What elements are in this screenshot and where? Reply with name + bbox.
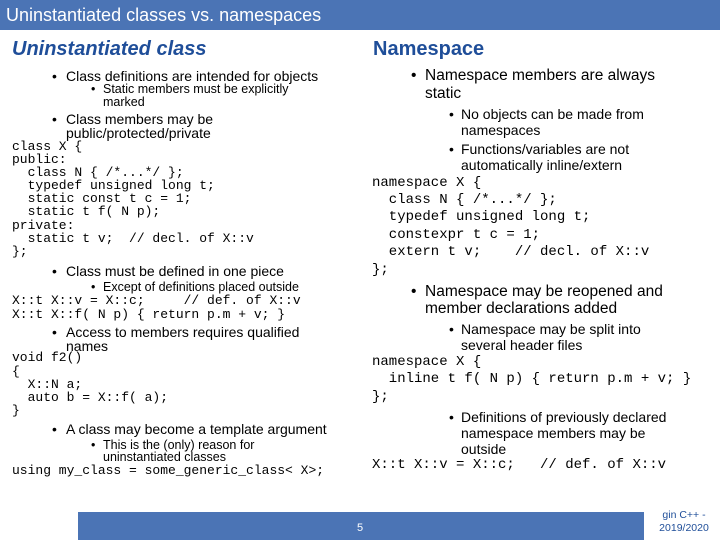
right-code-8: inline t f( N p) { return p.m + v; }	[372, 371, 692, 387]
left-code-11: X::t X::f( N p) { return p.m + v; }	[12, 307, 286, 322]
left-code-13: {	[12, 364, 20, 379]
left-subbullet-2: • Except of definitions placed outside	[103, 281, 299, 294]
left-code-5: static const t c = 1;	[12, 191, 192, 206]
left-code-2: public:	[12, 152, 67, 167]
left-code-1: class X {	[12, 139, 83, 154]
right-code-1: namespace X {	[372, 175, 482, 191]
right-code-7: namespace X {	[372, 354, 482, 370]
footer-course-line1: gin C++ -	[662, 509, 706, 521]
left-code-12: void f2()	[12, 350, 83, 365]
left-subbullet-3-cont: uninstantiated classes	[103, 450, 226, 464]
right-subbullet-4-cont1: namespace members may be	[461, 425, 646, 441]
left-subbullet-3: • This is the (only) reason for	[103, 439, 254, 452]
left-heading: Uninstantiated class	[12, 38, 207, 60]
right-code-3: typedef unsigned long t;	[372, 209, 591, 225]
left-code-9: };	[12, 244, 28, 259]
left-code-15: auto b = X::f( a);	[12, 390, 169, 405]
left-bullet-3: • Class must be defined in one piece	[66, 263, 284, 279]
left-code-7: private:	[12, 218, 75, 233]
left-bullet-2-cont: public/protected/private	[66, 125, 211, 141]
left-code-6: static t f( N p);	[12, 204, 161, 219]
page-number: 5	[357, 522, 364, 534]
left-bullet-1: • Class definitions are intended for objects	[66, 68, 318, 84]
right-heading: Namespace	[373, 38, 485, 60]
right-code-6: };	[372, 262, 389, 278]
right-subbullet-2-cont: automatically inline/extern	[461, 157, 623, 173]
left-code-3: class N { /*...*/ };	[12, 165, 184, 180]
right-code-9: };	[372, 389, 389, 405]
right-code-5: extern t v; // decl. of X::v	[372, 244, 650, 260]
left-bullet-4: • Access to members requires qualified	[66, 324, 299, 340]
left-bullet-5: • A class may become a template argument	[66, 421, 327, 437]
left-bullet-4-cont: names	[66, 338, 109, 354]
right-subbullet-4-cont2: outside	[461, 441, 507, 457]
left-code-16: }	[12, 403, 20, 418]
left-code-10: X::t X::v = X::c; // def. of X::v	[12, 293, 301, 308]
right-code-10: X::t X::v = X::c; // def. of X::v	[372, 457, 667, 473]
footer-course-line2: 2019/2020	[659, 522, 709, 534]
right-bullet-1: • Namespace members are always	[425, 67, 655, 84]
left-subbullet-1-cont: marked	[103, 95, 145, 109]
right-code-2: class N { /*...*/ };	[372, 192, 557, 208]
right-subbullet-4: • Definitions of previously declared	[461, 409, 666, 425]
left-code-17: using my_class = some_generic_class< X>;	[12, 463, 325, 478]
right-subbullet-1-cont: namespaces	[461, 122, 541, 138]
slide-title: Uninstantiated classes vs. namespaces	[6, 5, 322, 25]
left-code-14: X::N a;	[12, 377, 83, 392]
right-subbullet-3-cont: several header files	[461, 337, 583, 353]
right-subbullet-1: • No objects can be made from	[461, 106, 644, 122]
right-subbullet-2: • Functions/variables are not	[461, 141, 629, 157]
right-bullet-2: • Namespace may be reopened and	[425, 283, 663, 300]
left-code-4: typedef unsigned long t;	[12, 178, 215, 193]
right-subbullet-3: • Namespace may be split into	[461, 321, 641, 337]
right-code-4: constexpr t c = 1;	[372, 227, 541, 243]
right-bullet-1-cont: static	[425, 85, 462, 102]
right-bullet-2-cont: member declarations added	[425, 300, 618, 317]
title-bar	[0, 0, 720, 30]
left-subbullet-1: • Static members must be explicitly	[103, 83, 288, 96]
footer-course	[654, 509, 714, 535]
left-code-8: static t v; // decl. of X::v	[12, 231, 254, 246]
left-bullet-2: • Class members may be	[66, 111, 213, 127]
